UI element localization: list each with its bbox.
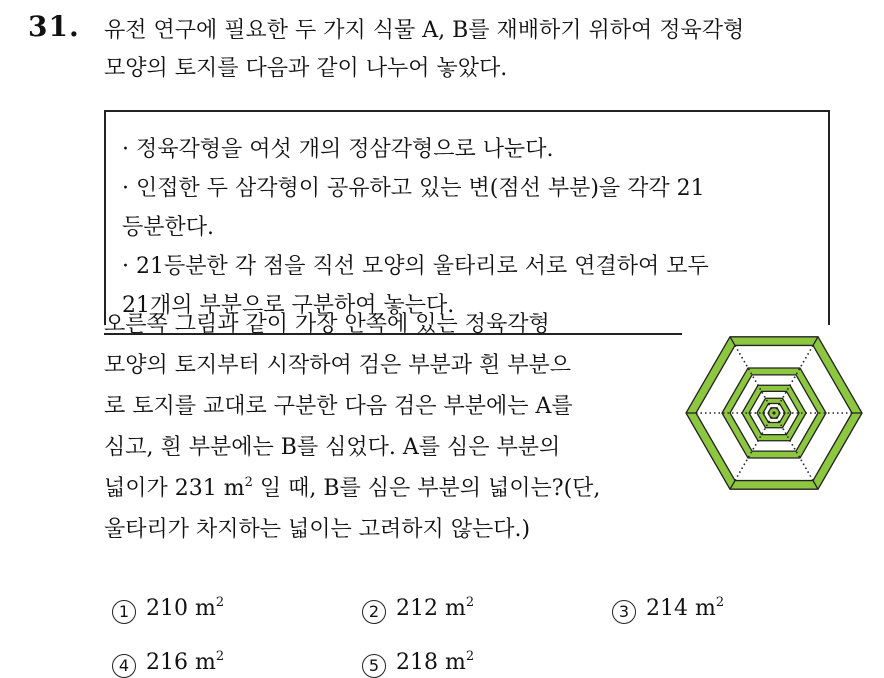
choice-value: 212 $m^2$ [396,595,475,621]
condition-line: · 21등분한 각 점을 직선 모양의 울타리로 서로 연결하여 모두 [122,254,709,279]
body-line: 심고, 흰 부분에는 B를 심었다. A를 심은 부분의 [104,435,561,460]
stem-line: 모양의 토지를 다음과 같이 나누어 놓았다. [104,56,508,81]
area-exponent: 2 [244,475,253,490]
body-line: 울타리가 차지하는 넓이는 고려하지 않는다.) [104,517,531,542]
condition-line: 등분한다. [122,215,215,240]
condition-line: 21개의 부분으로 구분하여 놓는다. [122,293,455,318]
condition-box [104,110,830,325]
hexagon-figure [684,318,864,508]
choice-2[interactable] [362,596,474,622]
condition-line: · 인접한 두 삼각형이 공유하고 있는 변(점선 부분)을 각각 21 [122,176,705,201]
body-line: 모양의 토지부터 시작하여 검은 부분과 흰 부분으 [104,353,572,378]
choice-mark: 1 [112,600,136,624]
choice-mark: 2 [362,600,386,624]
choice-mark: 5 [362,654,386,678]
choice-mark: 3 [612,600,636,624]
choice-mark: 4 [112,654,136,678]
area-suffix: 일 때, B를 심은 부분의 넓이는?(단, [252,476,601,501]
choice-3[interactable] [612,596,724,622]
body-line-area [104,468,684,509]
question-stem [104,12,864,88]
choice-value: 210 $m^2$ [146,595,225,621]
question-number: 31. [28,10,80,43]
choice-value: 218 $m^2$ [396,649,475,675]
choice-1[interactable] [112,596,224,622]
body-line: 로 토지를 교대로 구분한 다음 검은 부분에는 A를 [104,394,573,419]
choice-value: 214 $m^2$ [646,595,725,621]
area-prefix: 넓이가 231 m [104,476,245,501]
choice-value: 216 $m^2$ [146,649,225,675]
choice-4[interactable] [112,650,224,676]
stem-line: 유전 연구에 필요한 두 가지 식물 A, B를 재배하기 위하여 정육각형 [104,18,745,43]
choice-5[interactable] [362,650,474,676]
body-line: 오른쪽 그림과 같이 가장 안쪽에 있는 정육각형 [104,312,550,337]
condition-line: · 정육각형을 여섯 개의 정삼각형으로 나눈다. [122,137,554,162]
problem-body [104,304,684,550]
